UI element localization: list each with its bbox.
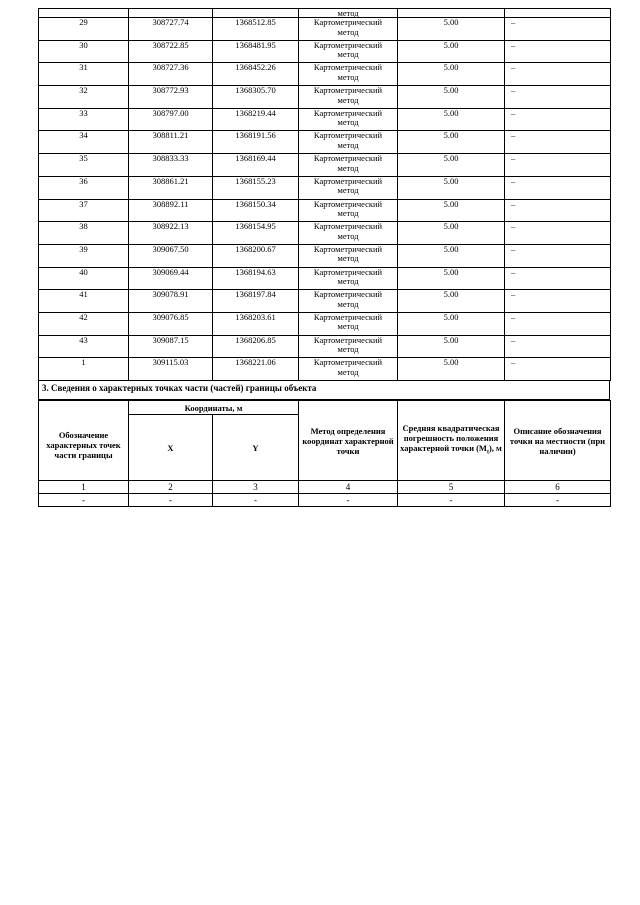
method-line-2: метод bbox=[337, 139, 359, 150]
method-line-1: Картометрический bbox=[313, 221, 383, 232]
point-number: 33 bbox=[39, 108, 129, 131]
method-cell bbox=[299, 63, 398, 86]
method-line-1: Картометрический bbox=[313, 198, 383, 209]
points-table bbox=[38, 8, 611, 381]
y-coordinate: 1368481.95 bbox=[213, 40, 299, 63]
accuracy-cell: 5.00 bbox=[398, 108, 505, 131]
method-line-1: Картометрический bbox=[313, 17, 383, 27]
section-3-table bbox=[38, 400, 611, 507]
point-number: 36 bbox=[39, 176, 129, 199]
x-coordinate: 309115.03 bbox=[129, 358, 213, 381]
column-number: 4 bbox=[299, 481, 398, 494]
table-row bbox=[39, 63, 611, 86]
method-line-1: Картометрический bbox=[313, 311, 383, 322]
table-row bbox=[39, 312, 611, 335]
method-cell bbox=[299, 244, 398, 267]
header-method: Метод определения координат характерной точки bbox=[299, 401, 398, 481]
method-cell bbox=[299, 199, 398, 222]
x-coordinate: 308727.74 bbox=[129, 18, 213, 41]
accuracy-cell: 5.00 bbox=[398, 18, 505, 41]
y-coordinate: 1368194.63 bbox=[213, 267, 299, 290]
method-cell bbox=[299, 222, 398, 245]
method-cell bbox=[299, 176, 398, 199]
point-number: 32 bbox=[39, 86, 129, 109]
method-line-2: метод bbox=[337, 162, 359, 173]
x-coordinate: 308922.13 bbox=[129, 222, 213, 245]
y-coordinate: 1368200.67 bbox=[213, 244, 299, 267]
point-number: 38 bbox=[39, 222, 129, 245]
table-row bbox=[39, 267, 611, 290]
method-cell: метод bbox=[299, 9, 398, 18]
points-table-body bbox=[39, 9, 611, 381]
description-cell: – bbox=[505, 199, 611, 222]
method-line-2: метод bbox=[337, 117, 359, 128]
table-row bbox=[39, 86, 611, 109]
header-y: Y bbox=[213, 415, 299, 481]
y-coordinate: 1368203.61 bbox=[213, 312, 299, 335]
y-coordinate: 1368512.85 bbox=[213, 18, 299, 41]
method-line-1: Картометрический bbox=[313, 175, 383, 186]
x-coordinate: 308722.85 bbox=[129, 40, 213, 63]
accuracy-cell: 5.00 bbox=[398, 267, 505, 290]
method-line-2: метод bbox=[337, 26, 359, 37]
table-row bbox=[39, 40, 611, 63]
description-cell: – bbox=[505, 63, 611, 86]
method-cell bbox=[299, 86, 398, 109]
method-line-2: метод bbox=[337, 71, 359, 82]
section-3-title: 3. Сведения о характерных точках части (частей) границы объекта bbox=[38, 381, 610, 400]
empty-cell: - bbox=[299, 494, 398, 507]
header-accuracy: Средняя квадратическая погрешность положения характерной точки $(M_t)$, м bbox=[398, 401, 505, 481]
method-line-2: метод bbox=[337, 185, 359, 196]
method-line-1: Картометрический bbox=[313, 62, 383, 73]
description-cell: – bbox=[505, 290, 611, 313]
accuracy-cell: 5.00 bbox=[398, 290, 505, 313]
description-cell: – bbox=[505, 312, 611, 335]
y-coordinate: 1368221.06 bbox=[213, 358, 299, 381]
empty-data-row bbox=[39, 494, 611, 507]
method-cell bbox=[299, 290, 398, 313]
table-row bbox=[39, 154, 611, 177]
y-coordinate: 1368219.44 bbox=[213, 108, 299, 131]
column-number-row bbox=[39, 481, 611, 494]
point-number: 29 bbox=[39, 18, 129, 41]
method-line-1: Картометрический bbox=[313, 107, 383, 118]
table-row bbox=[39, 108, 611, 131]
y-coordinate: 1368169.44 bbox=[213, 154, 299, 177]
point-number: 39 bbox=[39, 244, 129, 267]
accuracy-cell: 5.00 bbox=[398, 154, 505, 177]
point-number: 31 bbox=[39, 63, 129, 86]
empty-cell: - bbox=[213, 494, 299, 507]
table-row bbox=[39, 18, 611, 41]
description-cell: – bbox=[505, 86, 611, 109]
method-cell bbox=[299, 358, 398, 381]
method-line-2: метод bbox=[337, 49, 359, 60]
header-description: Описание обозначения точки на местности (при наличии) bbox=[505, 401, 611, 481]
description-cell: – bbox=[505, 358, 611, 381]
table-row bbox=[39, 244, 611, 267]
x-coordinate: 309069.44 bbox=[129, 267, 213, 290]
column-number: 5 bbox=[398, 481, 505, 494]
accuracy-cell: 5.00 bbox=[398, 86, 505, 109]
accuracy-cell: 5.00 bbox=[398, 222, 505, 245]
table-row bbox=[39, 335, 611, 358]
description-cell: – bbox=[505, 244, 611, 267]
column-number: 1 bbox=[39, 481, 129, 494]
x-coordinate: 309076.85 bbox=[129, 312, 213, 335]
x-coordinate: 308861.21 bbox=[129, 176, 213, 199]
table-row bbox=[39, 131, 611, 154]
table-row bbox=[39, 222, 611, 245]
description-cell: – bbox=[505, 40, 611, 63]
point-number: 1 bbox=[39, 358, 129, 381]
method-line-1: Картометрический bbox=[313, 39, 383, 50]
description-cell: – bbox=[505, 154, 611, 177]
header-coordinates: Координаты, м bbox=[129, 401, 299, 415]
method-cell bbox=[299, 131, 398, 154]
document-sheet bbox=[38, 8, 610, 507]
method-line-1: Картометрический bbox=[313, 85, 383, 96]
method-line-2: метод bbox=[337, 208, 359, 218]
table-row bbox=[39, 290, 611, 313]
method-line-2: метод bbox=[337, 253, 359, 264]
accuracy-cell: 5.00 bbox=[398, 312, 505, 335]
table-row bbox=[39, 358, 611, 381]
method-line-2: метод bbox=[337, 366, 359, 377]
description-cell: – bbox=[505, 222, 611, 245]
description-cell: – bbox=[505, 131, 611, 154]
method-line-2: метод bbox=[337, 276, 359, 287]
point-number: 37 bbox=[39, 199, 129, 222]
column-number: 3 bbox=[213, 481, 299, 494]
description-cell: – bbox=[505, 18, 611, 41]
y-coordinate: 1368191.56 bbox=[213, 131, 299, 154]
y-coordinate: 1368155.23 bbox=[213, 176, 299, 199]
x-coordinate: 308892.11 bbox=[129, 199, 213, 222]
method-cell bbox=[299, 108, 398, 131]
method-cell bbox=[299, 312, 398, 335]
method-cell bbox=[299, 154, 398, 177]
method-line-1: Картометрический bbox=[313, 334, 383, 345]
accuracy-cell: 5.00 bbox=[398, 244, 505, 267]
table-row bbox=[39, 199, 611, 222]
description-cell: – bbox=[505, 335, 611, 358]
column-number: 2 bbox=[129, 481, 213, 494]
description-cell: – bbox=[505, 108, 611, 131]
point-number: 34 bbox=[39, 131, 129, 154]
accuracy-cell: 5.00 bbox=[398, 131, 505, 154]
method-cell bbox=[299, 335, 398, 358]
y-coordinate: 1368197.84 bbox=[213, 290, 299, 313]
method-line-1: Картометрический bbox=[313, 153, 383, 164]
method-line-2: метод bbox=[337, 344, 359, 355]
empty-cell: - bbox=[39, 494, 129, 507]
description-cell: – bbox=[505, 267, 611, 290]
x-coordinate: 309087.15 bbox=[129, 335, 213, 358]
point-number: 42 bbox=[39, 312, 129, 335]
empty-cell: - bbox=[129, 494, 213, 507]
header-x: X bbox=[129, 415, 213, 481]
accuracy-cell: 5.00 bbox=[398, 63, 505, 86]
method-cell bbox=[299, 18, 398, 41]
method-line-1: Картометрический bbox=[313, 130, 383, 141]
point-number: 41 bbox=[39, 290, 129, 313]
column-number: 6 bbox=[505, 481, 611, 494]
point-number: 35 bbox=[39, 154, 129, 177]
accuracy-cell: 5.00 bbox=[398, 199, 505, 222]
y-coordinate: 1368452.26 bbox=[213, 63, 299, 86]
x-coordinate: 308727.36 bbox=[129, 63, 213, 86]
x-coordinate: 309067.50 bbox=[129, 244, 213, 267]
y-coordinate: 1368305.70 bbox=[213, 86, 299, 109]
y-coordinate: 1368206.85 bbox=[213, 335, 299, 358]
point-number: 43 bbox=[39, 335, 129, 358]
empty-cell: - bbox=[398, 494, 505, 507]
method-line-2: метод bbox=[337, 94, 359, 105]
method-line-1: Картометрический bbox=[313, 289, 383, 300]
description-cell: – bbox=[505, 176, 611, 199]
y-coordinate: 1368150.34 bbox=[213, 199, 299, 222]
method-line-1: Картометрический bbox=[313, 266, 383, 277]
x-coordinate: 309078.91 bbox=[129, 290, 213, 313]
accuracy-cell: 5.00 bbox=[398, 176, 505, 199]
point-number: 40 bbox=[39, 267, 129, 290]
method-line-2: метод bbox=[337, 230, 359, 241]
method-cell bbox=[299, 40, 398, 63]
x-coordinate: 308833.33 bbox=[129, 154, 213, 177]
accuracy-cell: 5.00 bbox=[398, 358, 505, 381]
x-coordinate: 308772.93 bbox=[129, 86, 213, 109]
header-point-designation: Обозначение характерных точек части границы bbox=[39, 401, 129, 481]
method-line-2: метод bbox=[337, 298, 359, 309]
method-line-1: Картометрический bbox=[313, 357, 383, 368]
table-row bbox=[39, 176, 611, 199]
method-line-2: метод bbox=[337, 321, 359, 332]
point-number: 30 bbox=[39, 40, 129, 63]
empty-cell: - bbox=[505, 494, 611, 507]
x-coordinate: 308811.21 bbox=[129, 131, 213, 154]
y-coordinate: 1368154.95 bbox=[213, 222, 299, 245]
accuracy-cell: 5.00 bbox=[398, 335, 505, 358]
x-coordinate: 308797.00 bbox=[129, 108, 213, 131]
method-line-1: Картометрический bbox=[313, 243, 383, 254]
accuracy-cell: 5.00 bbox=[398, 40, 505, 63]
method-cell bbox=[299, 267, 398, 290]
